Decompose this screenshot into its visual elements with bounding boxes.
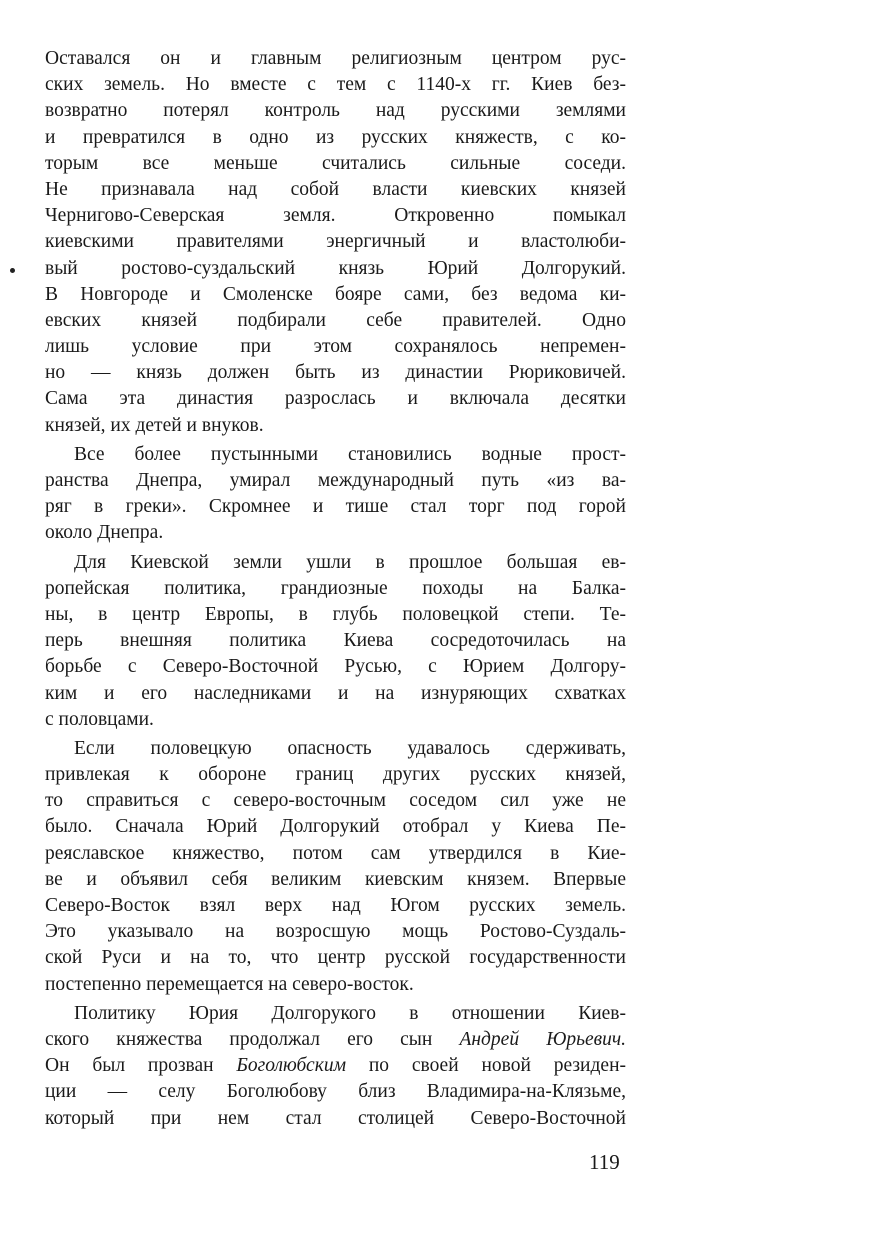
text-line: Это указывало на возросшую мощь Ростово-Суздаль- [45, 921, 626, 943]
text-line: ве и объявил себя великим киевским князем. Впервые [45, 868, 626, 890]
paragraph-1 [45, 46, 626, 439]
text-line: около Днепра. [45, 522, 164, 544]
text-line: постепенно перемещается на северо-восток. [45, 973, 414, 995]
page-number: 119 [589, 1150, 620, 1174]
text-line: ряг в греки». Скромнее и тише стал торг под горой [45, 496, 626, 518]
text-line: но — князь должен быть из династии Рюриковичей. [45, 362, 626, 384]
paragraph-4 [45, 736, 626, 998]
text-line: вый ростово-суздальский князь Юрий Долгорукий. [45, 257, 626, 279]
text-line: ны, в центр Европы, в глубь половецкой степи. Те- [45, 603, 626, 625]
text-line [45, 1027, 626, 1053]
text-line: ции — селу Боголюбову близ Владимира-на-Клязьме, [45, 1081, 626, 1103]
text-line: привлекая к обороне границ других русских князей, [45, 764, 626, 786]
text-line: ранства Днепра, умирал международный путь «из ва- [45, 470, 626, 491]
italic-name-bogolyubsky: Боголюбским [236, 1055, 347, 1077]
text-line: В Новгороде и Смоленске бояре сами, без ведома ки- [45, 283, 626, 305]
text-line: то справиться с северо-восточным соседом сил уже не [45, 790, 626, 812]
text-line: Не признавала над собой власти киевских князей [45, 178, 626, 200]
italic-name-andrey-yurievich: Андрей Юрьевич. [459, 1028, 627, 1050]
text-run: ского княжества продолжал его сын [45, 1028, 460, 1050]
paragraph-2 [45, 442, 626, 547]
text-line: было. Сначала Юрий Долгорукий отобрал у Киева Пе- [45, 816, 626, 838]
page-body [45, 46, 626, 1135]
text-line: киевскими правителями энергичный и властолюби- [45, 231, 626, 253]
text-line: Все более пустынными становились водные прост- [74, 443, 626, 465]
text-line: с половцами. [45, 708, 154, 730]
text-line: князей, их детей и внуков. [45, 414, 264, 436]
text-line: который при нем стал столицей Северо-Восточной [45, 1107, 626, 1129]
text-run: Он был прозван [45, 1055, 237, 1077]
text-run: по своей новой резиден- [346, 1055, 626, 1077]
text-line: и превратился в одно из русских княжеств, с ко- [45, 126, 626, 148]
text-line: Для Киевской земли ушли в прошлое большая ев- [74, 551, 626, 573]
text-line: возвратно потерял контроль над русскими землями [45, 100, 626, 122]
text-line: ким и его наследниками и на изнуряющих схватках [45, 682, 626, 704]
text-line: реяславское княжество, потом сам утвердился в Кие- [45, 842, 626, 864]
text-line: Оставался он и главным религиозным центром рус- [45, 48, 626, 69]
text-line [45, 1053, 626, 1079]
text-line: Политику Юрия Долгорукого в отношении Киев- [74, 1002, 626, 1024]
text-line: лишь условие при этом сохранялось непремен- [45, 336, 626, 358]
text-line: ских земель. Но вместе с тем с 1140-х гг. Киев без- [45, 74, 626, 96]
margin-dot-mark [10, 268, 15, 273]
text-line: Чернигово-Северская земля. Откровенно помыкал [45, 205, 626, 227]
paragraph-3 [45, 550, 626, 733]
text-line: Если половецкую опасность удавалось сдерживать, [74, 737, 626, 759]
text-line: ской Руси и на то, что центр русской государственности [45, 947, 626, 969]
text-line: перь внешняя политика Киева сосредоточилась на [45, 630, 626, 652]
text-line: борьбе с Северо-Восточной Русью, с Юрием Долгору- [45, 656, 626, 678]
text-line: Северо-Восток взял верх над Югом русских земель. [45, 895, 626, 916]
text-line: евских князей подбирали себе правителей. Одно [45, 309, 626, 331]
paragraph-5 [45, 1001, 626, 1132]
text-line: торым все меньше считались сильные соседи. [45, 152, 626, 174]
text-line: ропейская политика, грандиозные походы на Балка- [45, 577, 626, 599]
text-line: Сама эта династия разрослась и включала десятки [45, 388, 626, 410]
